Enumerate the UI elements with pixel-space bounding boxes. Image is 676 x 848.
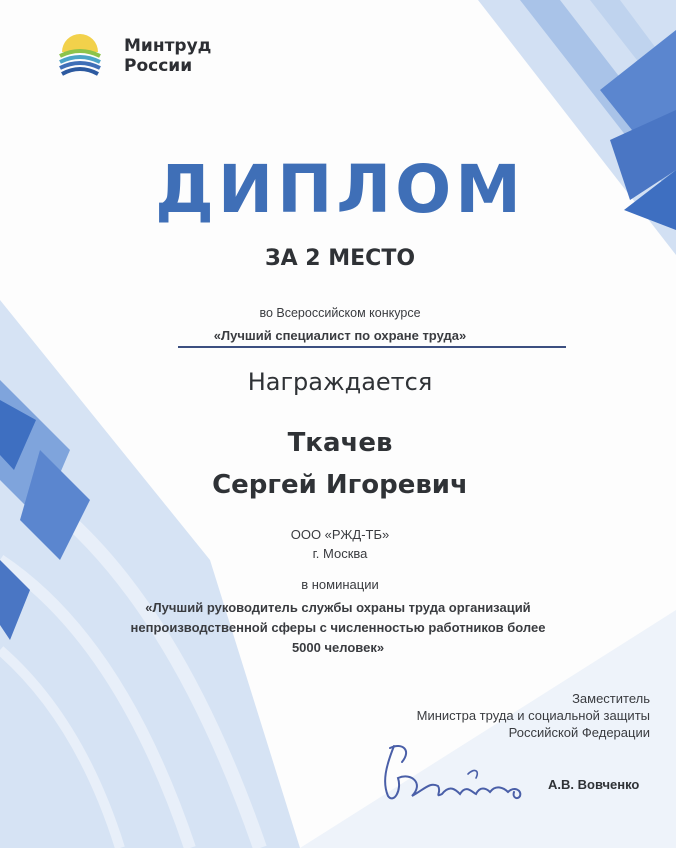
recipient-surname: Ткачев [287,428,393,458]
signatory-name: А.В. Вовченко [548,777,640,792]
signature-icon [372,738,542,810]
signatory-position [417,690,650,741]
nomination-line-2: непроизводственной сферы с численностью работников более [130,620,546,635]
nomination-prefix: в номинации [301,577,379,592]
place-label: ЗА 2 МЕСТО [264,246,416,271]
mintrud-logo-icon [56,30,104,78]
recipient-given-names: Сергей Игоревич [212,470,468,500]
organization-city: г. Москва [312,546,368,561]
position-line-2: Министра труда и социальной защиты [416,708,650,723]
awarded-label: Награждается [247,368,433,396]
organization-block [90,525,590,563]
contest-prefix: во Всероссийском конкурсе [259,306,421,320]
logo-line-2: России [124,56,193,76]
nomination-line-3: 5000 человек» [291,640,385,655]
divider-line [178,346,566,348]
nomination-line-1: «Лучший руководитель службы охраны труда организаций [145,600,531,615]
diploma-title: ДИПЛОМ [155,151,525,228]
logo-text [124,36,211,76]
position-line-3: Российской Федерации [508,725,650,740]
position-line-1: Заместитель [572,691,650,706]
logo-line-1: Минтруд [124,36,212,56]
nomination-text [110,598,566,658]
contest-name: «Лучший специалист по охране труда» [213,328,467,343]
organization-name: ООО «РЖД-ТБ» [290,527,390,542]
